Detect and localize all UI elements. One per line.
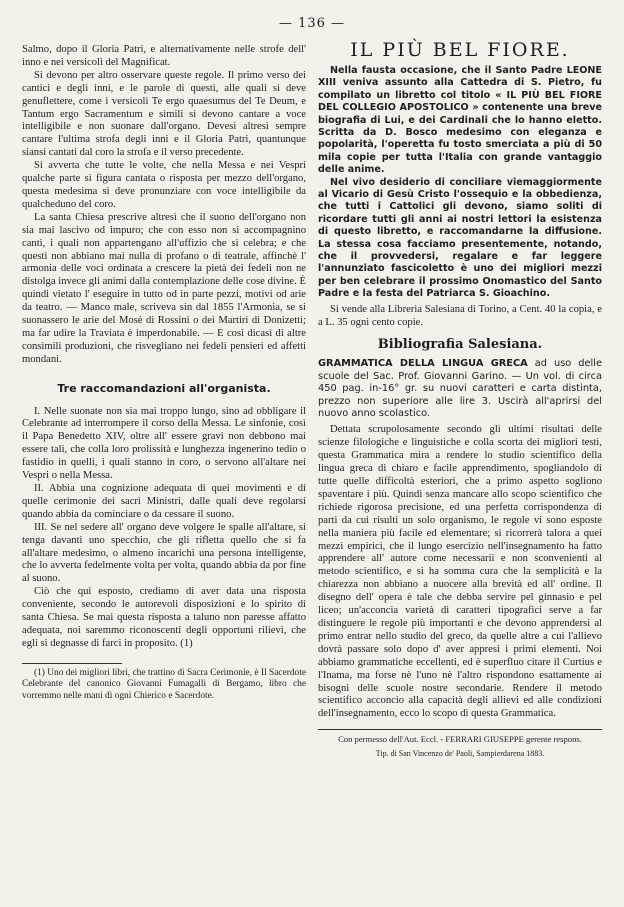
footer-divider (318, 729, 602, 730)
page-number: — 136 — (278, 16, 346, 31)
paragraph: Si avverta che tutte le volte, che nella Messa e nei Vespri qualche parte si figura cantata o risposta per mezzo dell'organo, questa medesima si deve pronunziare con voce intelligibile da qualcheduno del coro. (22, 160, 306, 210)
footnote-divider (22, 663, 122, 664)
paragraph: Si devono per altro osservare queste regole. Il primo verso dei cantici e degli inni, e le parole di questi, alle quali si deve genuflettere, come i versicoli Te ergo quaesumus del Te Deum, e Tantum ergo Sacramentum e simili si devono cantare a voce intelligibile e non suonare dall'organo. Devesi altresì sempre cantare l'ultima strofa degli inni e il Gloria Patri, quantunque siansi cantati dal coro la strofa e il verso precedente. (22, 69, 306, 159)
paragraph: III. Se nel sedere all' organo deve volgere le spalle all'altare, si tenga davanti uno specchio, che gli rifletta quello che si fa all'altare medesimo, o almeno incarichi una persona intelligente, che lo avverta fedelmente volta per volta, quando abbia da por fine al suono. (22, 521, 306, 585)
left-column (22, 44, 306, 703)
paragraph: II. Abbia una cognizione adequata di quei movimenti e di quelle cerimonie dei sacri Ministri, dalle quali deve regolarsi quando abbia da cominciare o da cessare il suono. (22, 483, 306, 520)
paragraph: Nel vivo desiderio di conciliare viemaggiormente al Vicario di Gesù Cristo l'ossequio e la obbedienza, che tutti i Cattolici gli devono, siamo soliti di ricordare tutti gli anni ai nostri lettori la esistenza di questo libretto, e raccomandarne la diffusione. La stessa cosa facciamo presentemente, notando, che il provvedersi, regalare e far leggere l'annunziato fascicoletto è uno dei migliori mezzi per ben celebrare il prossimo Onomastico del Santo Padre e la festa del Patriarca S. Gioachino. (318, 176, 602, 300)
printer-line: Tip. di San Vincenzo de' Paoli, Sampierdarena 1883. (375, 749, 545, 759)
paragraph: I. Nelle suonate non sia mai troppo lungo, sino ad obbligare il Celebrante ad interrompere il corso della Messa. Le sinfonie, così il Papa Benedetto XIV, oltre all' essere gravi non debbono mai essere tali, che colla loro prolissità e lunghezza ingenerino tedio o fastidio in quelli, i quali stanno in coro, o servono all'altare nei Vespri o nella Messa. (22, 405, 306, 482)
book-details: ad uso delle scuole del Sac. Prof. Giovanni Garino. — Un vol. di circa 450 pag. in-16° gr. su nuovi caratteri e carta distinta, prezzo non superiore alle lire 3. Uscirà all'aprirsi del nuovo anno scolastico. (318, 358, 602, 419)
paragraph: Salmo, dopo il Gloria Patri, e alternativamente nelle strofe dell' inno e nei versicoli del Magnificat. (22, 44, 306, 68)
review-paragraph: Dettata scrupolosamente secondo gli ultimi risultati delle scienze filologiche e linguistiche e colla scorta dei migliori testi, questa Grammatica mira a rendere lo studio scientifico della lingua greca di chiaro e facile apprendimento, spogliandolo di tutte quelle difficoltà esteriori, che a primo aspetto sogliono spaventare i più. Quindi senza mancare allo scopo scientifico che richiede rigorosa precisione, ed una perfetta corrispondenza di parti da cui risulti un solo organismo, le regole vi sono esposte nella maniera più facile ed elementare; si ricorrerà talora a quei mezzi empirici, che il lungo esercizio nell'insegnamento ha fatto apprendere all' autore come necessarii e non sconvenienti al metodo scientifico, e si ha somma cura che la semplicità e la chiarezza non abbiano a nuocere alla brevità ed all' ordine. Il disegno dell' opera è tale che debba servire pel ginnasio e pel liceo; un'acconcia varietà di caratteri tipografici serve a far distinguere le regole più importanti e che devono apprendersi al primo entrar nello studio del greco, da quelle altre a cui l'allievo dovrà passare solo dopo d' aver appresi i primi elementi. Noi abbiamo grammatiche eccellenti, ed è superfluo citare il Curtius e l'Inama, ma forse nè l'uno nè l'altro rispondono esattamente ai bisogni delle scuole nostre secondarie. Rendere il metodo scientifico acconcio alla capacità degli allievi ed alle condizioni dell'insegnamento, ecco lo scopo di questa Grammatica. (318, 424, 602, 720)
paragraph: La santa Chiesa prescrive altresì che il suono dell'organo non sia mai lascivo od impuro; che con esso non si accompagnino canti, i quali non appartengano all'uffizio che si celebra; e che questi non abbiano mai nulla di profano o di teatrale, affinchè l' armonia delle voci ordinata a crescere la pietà dei fedeli non ne distolga invece gli animi dalla contemplazione delle cose divine. È quindi vietato l' eseguire in tutto od in parte pezzi, motivi od arie da teatro. — Manco male, scriveva sin dal 1855 l'Armonia, se si suonassero le arie del Mosè di Rossini o dei Martiri di Donizetti; ma far udire la Traviata è imperdonabile. — E così dicasi di altre consimili produzioni, che risvegliano nei fedeli pensieri ed affetti mondani. (22, 211, 306, 365)
section-heading: Bibliografia Salesiana. (377, 337, 543, 353)
announcement-block (318, 65, 602, 301)
paragraph: Nella fausta occasione, che il Santo Padre LEONE XIII veniva assunto alla Cattedra di S. Pietro, fu compilato un libretto col titolo « IL PIÙ BEL FIORE DEL COLLEGIO APOSTOLICO » contenente una breve biografia di Lui, e dei Cardinali che lo hanno eletto. Scritta da D. Bosco medesimo con eleganza e popolarità, l'operetta fu tosto smerciata a più di 50 mila copie per tutta l'Italia con grande vantaggio delle anime. (318, 64, 602, 176)
book-entry (318, 358, 602, 420)
article-heading: IL PIÙ BEL FIORE. (350, 39, 570, 61)
right-column (318, 39, 602, 759)
paragraph: Ciò che qui esposto, crediamo di aver data una risposta conveniente, secondo le autorevoli disposizioni e lo spirito di santa Chiesa. Se mai questa risposta a taluno non paresse affatto adequata, noi saremmo riconoscenti degli opportuni rilievi, che egli si degnasse di farci in proposito. (1) (22, 586, 306, 649)
book-title: GRAMMATICA DELLA LINGUA GRECA (318, 358, 528, 370)
section-heading: Tre raccomandazioni all'organista. (57, 381, 271, 395)
imprimatur-line: Con permesso dell'Aut. Eccl. - FERRARI GIUSEPPE gerente respons. (338, 734, 582, 745)
sale-notice: Si vende alla Libreria Salesiana di Torino, a Cent. 40 la copia, e a L. 35 ogni cento copie. (318, 303, 602, 328)
footnote: (1) Uno dei migliori libri, che trattino di Sacra Cerimonie, è Il Sacerdote Celebrante del canonico Giovanni Fumagalli di Bergamo, libro che vorremmo nelle mani di ogni Chierico e Sacerdote. (22, 667, 306, 701)
